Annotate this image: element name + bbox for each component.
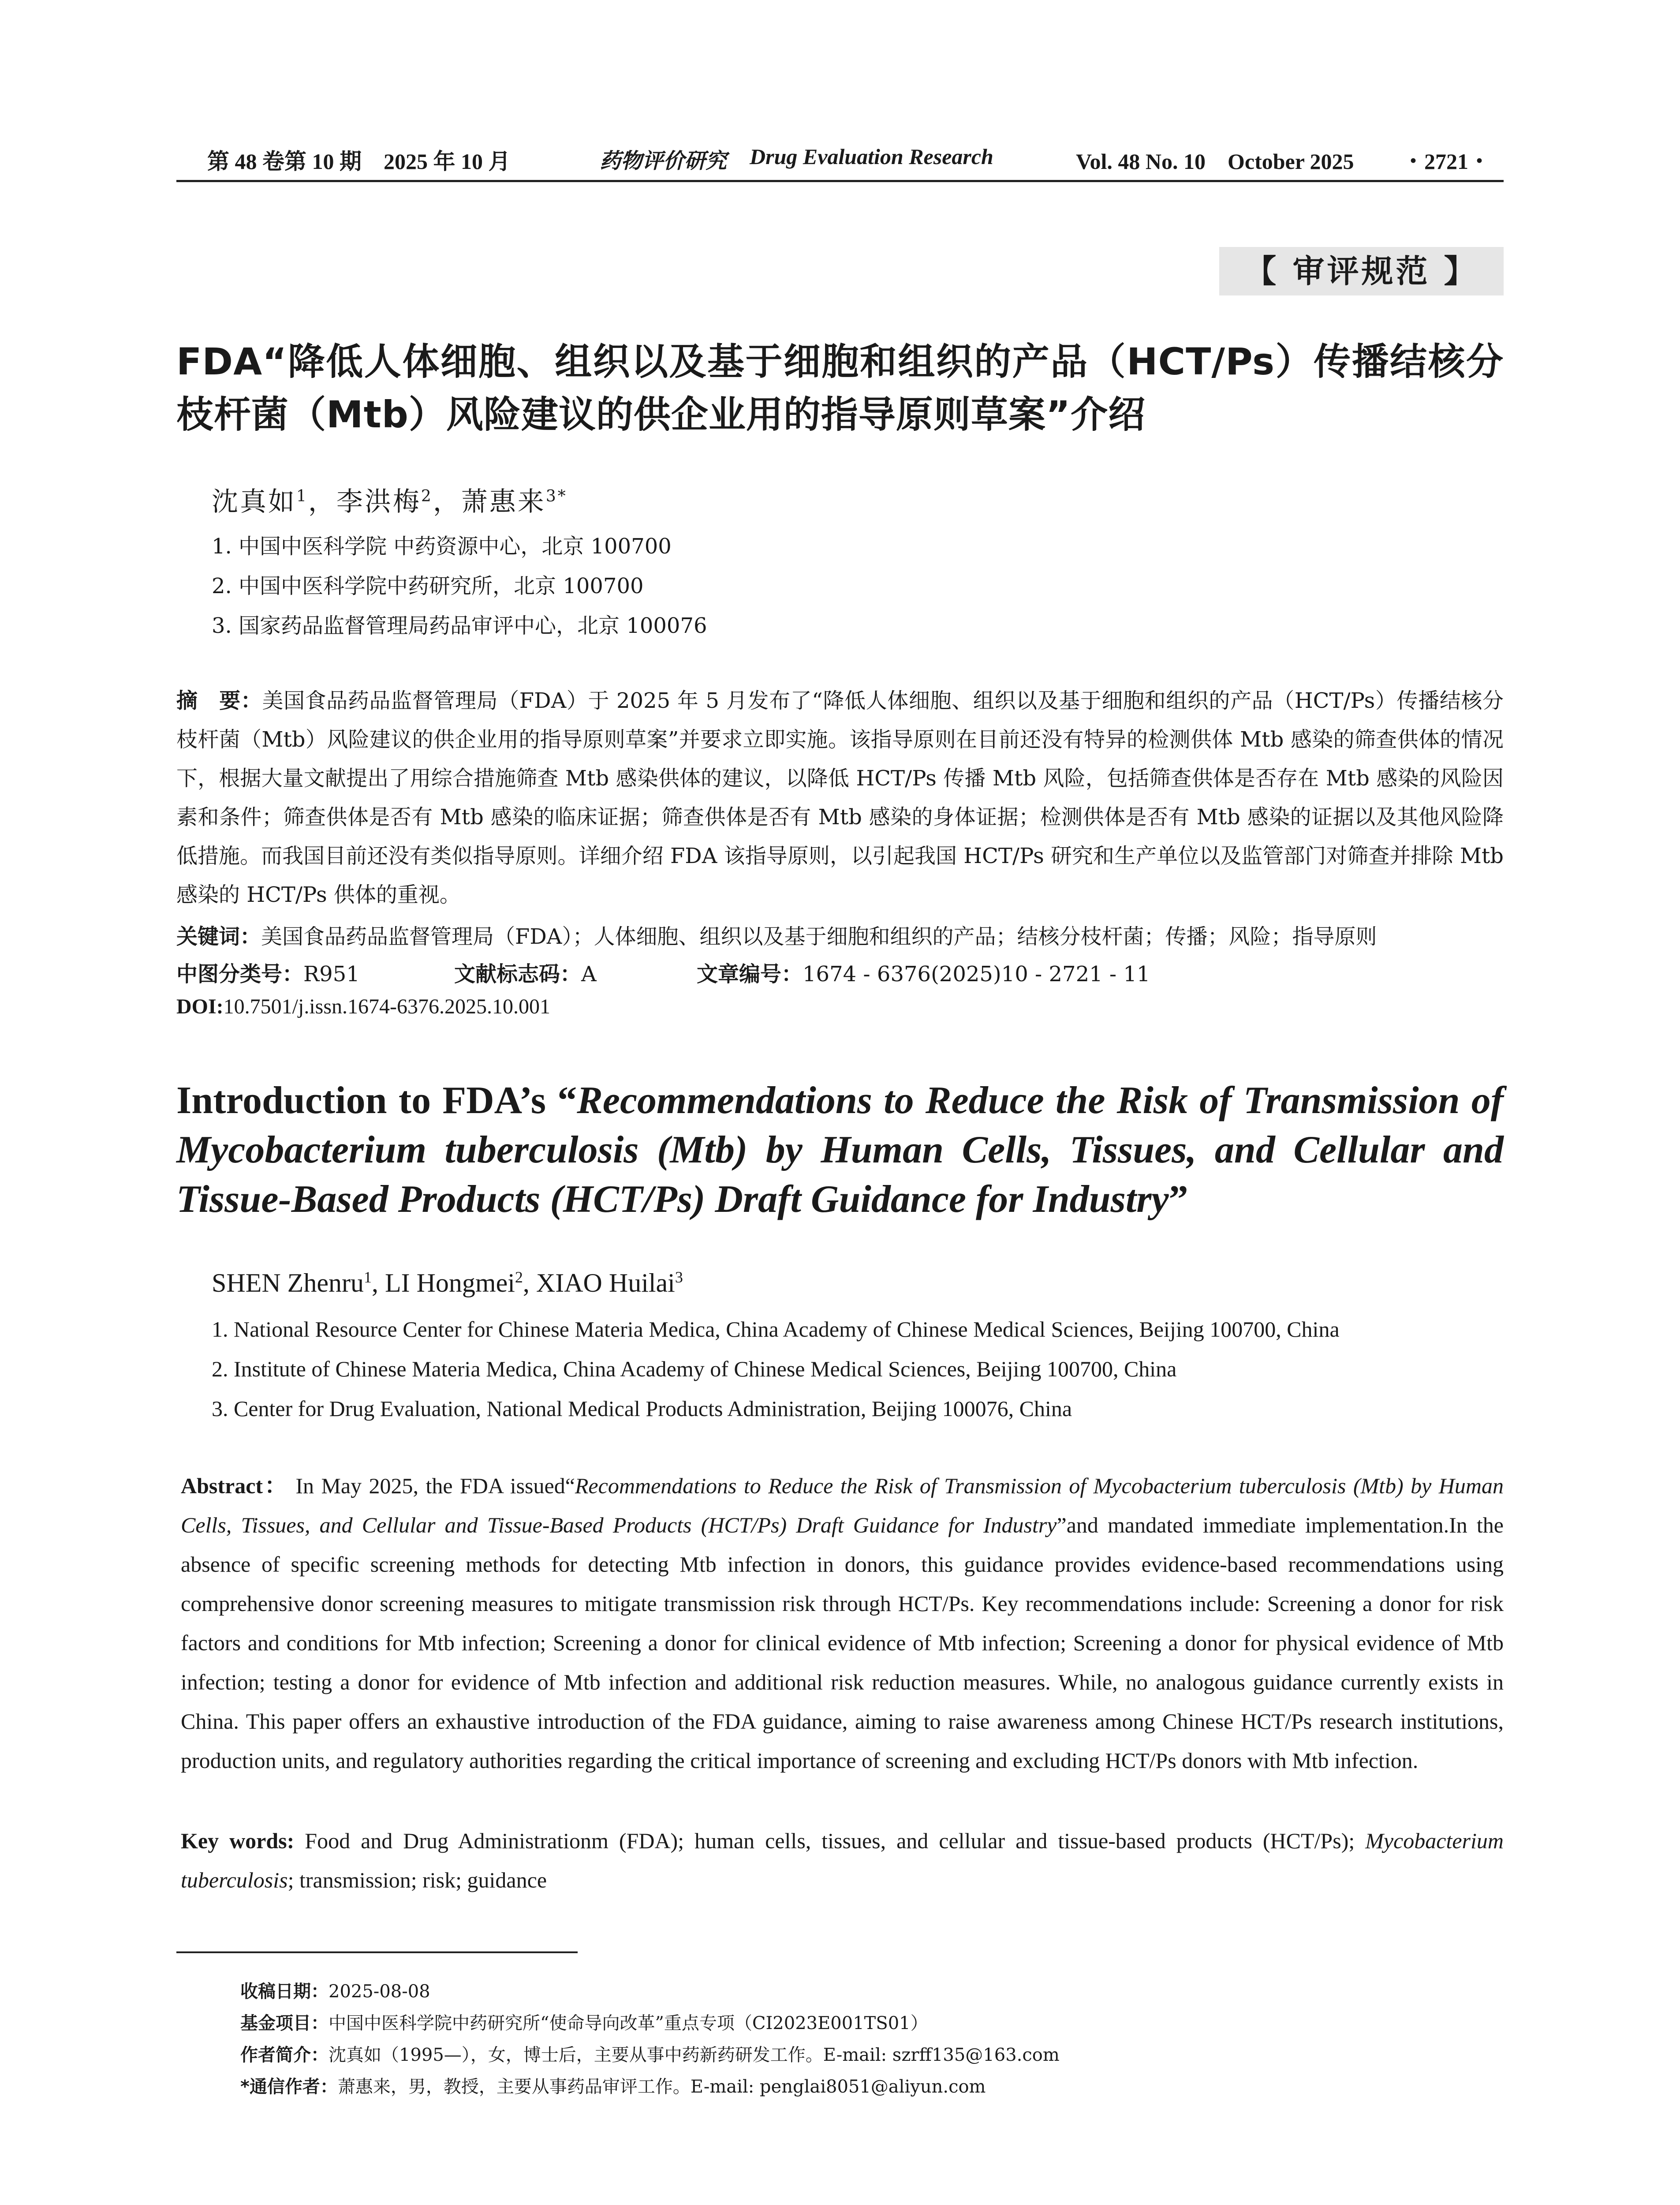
doi-line xyxy=(176,994,1504,1019)
column-tag: 【 审评规范 】 xyxy=(1219,247,1504,295)
fund-value: 中国中医科学院中药研究所“使命导向改革”重点专项（CI2023E001TS01） xyxy=(329,2013,928,2033)
author-name: ，李洪梅 xyxy=(308,486,421,517)
author-name: , XIAO Huilai xyxy=(523,1268,675,1297)
doi-value: 10.7501/j.issn.1674-6376.2025.10.001 xyxy=(223,995,551,1018)
keywords-text1-en: Food and Drug Administrationm (FDA); human cells, tissues, and cellular and tissue-based products (HCT/Ps); xyxy=(294,1828,1366,1853)
keywords-label-en: Key words: xyxy=(181,1828,295,1853)
keywords-cn xyxy=(176,919,1504,950)
keywords-label-cn: 关键词： xyxy=(176,924,261,949)
affiliation-cn: 1. 中国中医科学院 中药资源中心，北京 100700 xyxy=(212,534,672,559)
authors-en xyxy=(212,1268,683,1298)
article-value: 1674 - 6376(2025)10 - 2721 - 11 xyxy=(803,962,1150,987)
keywords-text-cn: 美国食品药品监督管理局（FDA）；人体细胞、组织以及基于细胞和组织的产品；结核分枝杆菌；传播；风险；指导原则 xyxy=(261,924,1377,949)
journal-name-en: Drug Evaluation Research xyxy=(750,144,993,169)
abstract-en xyxy=(181,1466,1504,1780)
title-en-italic: Recommendations to Reduce the Risk of Transmission of Mycobacterium tuberculosis (Mtb) by Human Cells, Tissues, and Cellular and Tissue-Based Products (HCT/Ps) Draft Guidance for Industry xyxy=(176,1079,1504,1221)
author-name: SHEN Zhenru xyxy=(212,1268,364,1297)
author-sup: 3* xyxy=(545,487,567,505)
keywords-text2-en: ; transmission; risk; guidance xyxy=(287,1868,547,1892)
footnote-corresponding xyxy=(240,2071,1060,2103)
title-en-suffix: ” xyxy=(1169,1178,1188,1221)
author-name: 沈真如 xyxy=(212,486,296,517)
article-label: 文章编号： xyxy=(697,962,803,987)
abstract-lead-en: In May 2025, the FDA issued“ xyxy=(288,1473,575,1498)
clc-code xyxy=(176,957,360,987)
author-sup: 2 xyxy=(421,487,433,505)
running-header xyxy=(176,140,1504,182)
author-bio-value: 沈真如（1995—），女，博士后，主要从事中药新药研发工作。E-mail: szrff135@163.com xyxy=(329,2045,1060,2065)
affiliation-cn: 2. 中国中医科学院中药研究所，北京 100700 xyxy=(212,574,644,598)
corresponding-label: *通信作者： xyxy=(240,2077,338,2097)
affiliation-en: 3. Center for Drug Evaluation, National Medical Products Administration, Beijing 100076, China xyxy=(212,1396,1072,1421)
corresponding-value: 萧惠来，男，教授，主要从事药品审评工作。E-mail: penglai8051@aliyun.com xyxy=(337,2077,986,2097)
footnote-fund xyxy=(240,2007,1060,2039)
author-sup: 3 xyxy=(675,1268,683,1286)
doc-value: A xyxy=(581,962,597,987)
abstract-rest-en: ”and mandated immediate implementation.In the absence of specific screening methods for detecting Mtb infection in donors, this guidance provides evidence-based recommendations using comprehensive donor screening measures to mitigate transmission risk through HCT/Ps. Key recommendations include: Screening a donor for risk factors and conditions for Mtb infection; Screening a donor for clinical evidence of Mtb infection; Screening a donor for physical evidence of Mtb infection; testing a donor for evidence of Mtb infection and additional risk reduction measures. While, no analogous guidance currently exists in China. This paper offers an exhaustive introduction of the FDA guidance, aiming to raise awareness among Chinese HCT/Ps research institutions, production units, and regulatory authorities regarding the critical importance of screening and excluding HCT/Ps donors with Mtb infection. xyxy=(181,1513,1504,1773)
author-sup: 2 xyxy=(515,1268,523,1286)
received-value: 2025-08-08 xyxy=(329,1981,430,2002)
author-bio-label: 作者简介： xyxy=(240,2045,329,2065)
abstract-label-en: Abstract： xyxy=(181,1473,288,1498)
authors-cn xyxy=(212,481,567,519)
title-cn: FDA“降低人体细胞、组织以及基于细胞和组织的产品（HCT/Ps）传播结核分枝杆菌（Mtb）风险建议的供企业用的指导原则草案”介绍 xyxy=(176,340,1504,436)
affiliation-en: 2. Institute of Chinese Materia Medica, China Academy of Chinese Medical Sciences, Beijing 100700, China xyxy=(212,1357,1177,1381)
doc-label: 文献标志码： xyxy=(454,962,582,987)
article-number xyxy=(697,957,1150,987)
abstract-label-cn: 摘 要： xyxy=(176,688,262,713)
author-name: ，萧惠来 xyxy=(433,486,546,517)
fund-label: 基金项目： xyxy=(240,2013,329,2033)
doi-label: DOI: xyxy=(176,995,224,1018)
volume-en: Vol. 48 No. 10 October 2025 xyxy=(1076,149,1354,174)
keywords-italic-en: Mycobacterium tuberculosis xyxy=(181,1828,1504,1892)
abstract-text-cn: 美国食品药品监督管理局（FDA）于 2025 年 5 月发布了“降低人体细胞、组织以及基于细胞和组织的产品（HCT/Ps）传播结核分枝杆菌（Mtb）风险建议的供企业用的指导原则草案”并要求立即实施。该指导原则在目前还没有特异的检测供体 Mtb 感染的筛查供体的情况下，根据大量文献提出了用综合措施筛查 Mtb 感染供体的建议，以降低 HCT/Ps 传播 Mtb 风险，包括筛查供体是否存在 Mtb 感染的风险因素和条件；筛查供体是否有 Mtb 感染的临床证据；筛查供体是否有 Mtb 感染的身体证据；检测供体是否有 Mtb 感染的证据以及其他风险降低措施。而我国目前还没有类似指导原则。详细介绍 FDA 该指导原则，以引起我国 HCT/Ps 研究和生产单位以及监管部门对筛查并排除 Mtb 感染的 HCT/Ps 供体的重视。 xyxy=(176,688,1504,907)
title-en-prefix: Introduction to FDA’s “ xyxy=(176,1079,577,1122)
footnotes xyxy=(240,1976,1060,2103)
issue-cn: 第 48 卷第 10 期 2025 年 10 月 xyxy=(207,149,511,174)
abstract-cn xyxy=(176,681,1504,914)
footnote-received xyxy=(240,1976,1060,2007)
author-sup: 1 xyxy=(296,487,308,505)
abstract-italic-en: Recommendations to Reduce the Risk of Transmission of Mycobacterium tuberculosis (Mtb) by Human Cells, Tissues, and Cellular and Tissue-Based Products (HCT/Ps) Draft Guidance for Industry xyxy=(181,1473,1504,1537)
title-en xyxy=(176,1076,1504,1224)
document-code xyxy=(454,957,597,987)
journal-logo: 药物评价研究 xyxy=(600,149,727,173)
clc-label: 中图分类号： xyxy=(176,962,304,987)
received-label: 收稿日期： xyxy=(240,1981,329,2002)
footnote-author xyxy=(240,2039,1060,2071)
keywords-en xyxy=(181,1821,1504,1900)
author-name: , LI Hongmei xyxy=(371,1268,515,1297)
affiliation-cn: 3. 国家药品监督管理局药品审评中心，北京 100076 xyxy=(212,613,707,638)
affiliation-en: 1. National Resource Center for Chinese Materia Medica, China Academy of Chinese Medical Sciences, Beijing 100700, China xyxy=(212,1317,1340,1342)
clc-value: R951 xyxy=(303,962,360,987)
page-number: ・2721・ xyxy=(1402,149,1490,174)
author-sup: 1 xyxy=(363,1268,372,1286)
footnote-divider xyxy=(176,1951,578,1953)
